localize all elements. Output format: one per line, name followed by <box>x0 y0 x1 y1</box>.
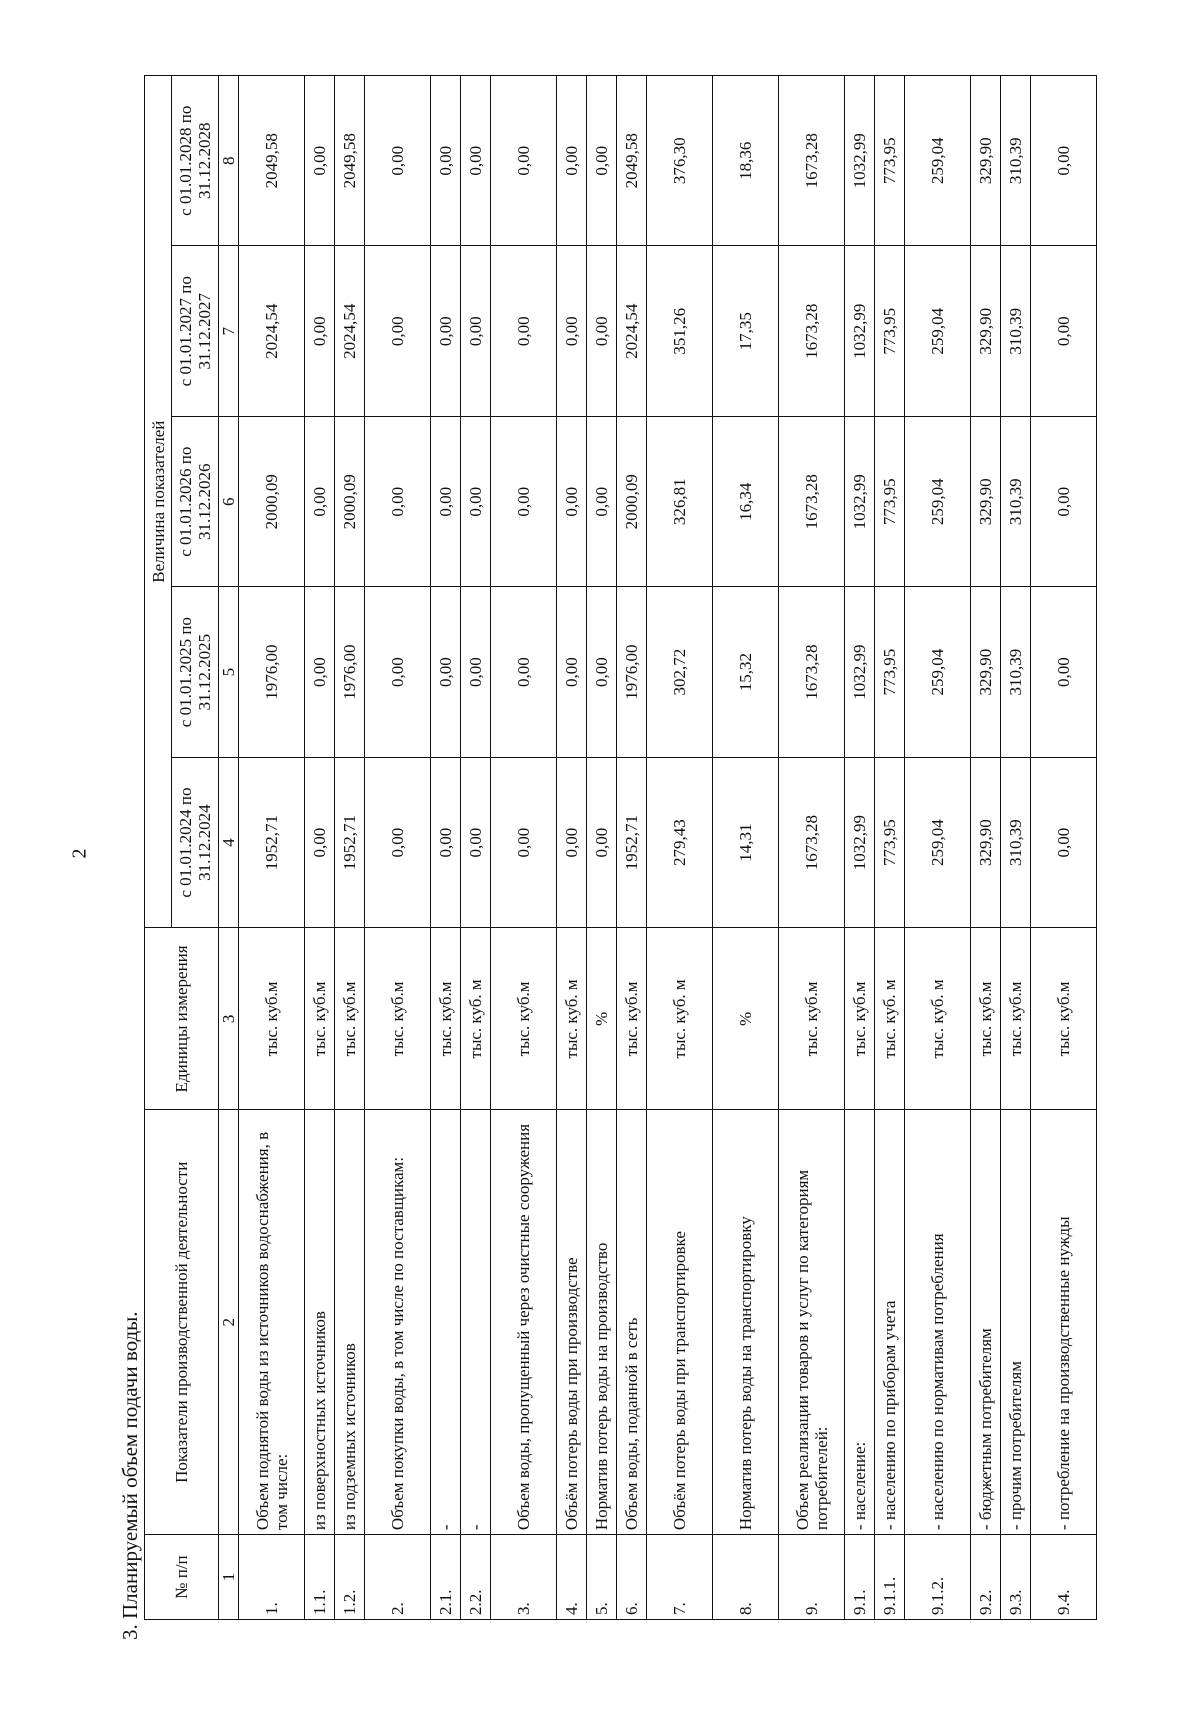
row-value: 329,90 <box>971 76 1001 247</box>
table-row <box>875 76 905 1620</box>
row-unit: тыс. куб. м <box>647 928 713 1110</box>
row-value: 1976,00 <box>239 587 305 757</box>
row-value: 0,00 <box>587 587 617 757</box>
page-number: 2 <box>68 848 91 859</box>
row-indicator: - бюджетным потребителям <box>971 1110 1001 1535</box>
row-number: 9.2. <box>971 1535 1001 1620</box>
row-indicator: Объем воды, пропущенный через очистные сооружения <box>491 1110 557 1535</box>
table-row <box>305 76 335 1620</box>
row-value: 1952,71 <box>239 757 305 927</box>
row-value: 0,00 <box>587 416 617 586</box>
row-value: 0,00 <box>587 246 617 416</box>
row-value: 2049,58 <box>617 76 647 247</box>
row-value: 326,81 <box>647 416 713 586</box>
table-row <box>1031 76 1097 1620</box>
row-unit: тыс. куб. м <box>557 928 587 1110</box>
header-period: с 01.01.2025 по 31.12.2025 <box>172 587 219 757</box>
col-number: 4 <box>219 757 239 927</box>
row-number: 6. <box>617 1535 647 1620</box>
row-value: 2000,09 <box>239 416 305 586</box>
row-value: 0,00 <box>491 76 557 247</box>
row-unit: тыс. куб. м <box>905 928 971 1110</box>
row-value: 329,90 <box>971 246 1001 416</box>
row-value: 2000,09 <box>335 416 365 586</box>
row-indicator: - прочим потребителям <box>1001 1110 1031 1535</box>
row-value: 2024,54 <box>239 246 305 416</box>
row-number: 9.3. <box>1001 1535 1031 1620</box>
table-row <box>557 76 587 1620</box>
row-unit: тыс. куб.м <box>491 928 557 1110</box>
row-number: 9.1.2. <box>905 1535 971 1620</box>
row-value: 0,00 <box>491 416 557 586</box>
row-value: 259,04 <box>905 76 971 247</box>
row-value: 1673,28 <box>779 757 845 927</box>
row-value: 0,00 <box>587 76 617 247</box>
row-value: 18,36 <box>713 76 779 247</box>
row-value: 773,95 <box>875 587 905 757</box>
row-value: 1032,99 <box>845 416 875 586</box>
row-unit: тыс. куб.м <box>779 928 845 1110</box>
row-value: 17,35 <box>713 246 779 416</box>
row-value: 0,00 <box>491 246 557 416</box>
row-value: 773,95 <box>875 416 905 586</box>
row-value: 0,00 <box>461 416 491 586</box>
row-value: 279,43 <box>647 757 713 927</box>
row-unit: тыс. куб.м <box>431 928 461 1110</box>
row-indicator: - потребление на производственные нужды <box>1031 1110 1097 1535</box>
row-value: 1032,99 <box>845 246 875 416</box>
row-value: 0,00 <box>461 76 491 247</box>
row-value: 0,00 <box>431 416 461 586</box>
rotated-content <box>118 75 1183 1640</box>
table-row <box>617 76 647 1620</box>
row-number: 9.1. <box>845 1535 875 1620</box>
row-number: 7. <box>647 1535 713 1620</box>
row-number: 8. <box>713 1535 779 1620</box>
row-indicator: Объем реализации товаров и услуг по категориям потребителей: <box>779 1110 845 1535</box>
row-value: 351,26 <box>647 246 713 416</box>
header-group: Величина показателей <box>145 76 172 928</box>
row-value: 0,00 <box>365 246 431 416</box>
row-value: 376,30 <box>647 76 713 247</box>
row-value: 1032,99 <box>845 587 875 757</box>
row-unit: тыс. куб.м <box>1001 928 1031 1110</box>
row-value: 0,00 <box>431 587 461 757</box>
row-number: 2. <box>365 1535 431 1620</box>
row-number: 9.1.1. <box>875 1535 905 1620</box>
table-row <box>335 76 365 1620</box>
row-value: 0,00 <box>557 416 587 586</box>
row-value: 310,39 <box>1001 587 1031 757</box>
row-value: 0,00 <box>557 246 587 416</box>
row-value: 259,04 <box>905 246 971 416</box>
row-value: 0,00 <box>1031 76 1097 247</box>
row-indicator: Объем поднятой воды из источников водоснабжения, в том числе: <box>239 1110 305 1535</box>
row-value: 0,00 <box>305 246 335 416</box>
row-number: 1. <box>239 1535 305 1620</box>
col-number: 2 <box>219 1110 239 1535</box>
row-value: 773,95 <box>875 757 905 927</box>
row-unit: тыс. куб.м <box>305 928 335 1110</box>
row-indicator: Норматив потерь воды на производство <box>587 1110 617 1535</box>
table-row <box>713 76 779 1620</box>
row-unit: тыс. куб.м <box>239 928 305 1110</box>
row-value: 259,04 <box>905 757 971 927</box>
row-value: 1976,00 <box>335 587 365 757</box>
row-value: 259,04 <box>905 587 971 757</box>
table-row <box>1001 76 1031 1620</box>
row-value: 1032,99 <box>845 76 875 247</box>
table-row <box>845 76 875 1620</box>
row-number: 1.2. <box>335 1535 365 1620</box>
row-value: 310,39 <box>1001 416 1031 586</box>
row-number: 1.1. <box>305 1535 335 1620</box>
row-indicator: Объём потерь воды при транспортировке <box>647 1110 713 1535</box>
row-number: 3. <box>491 1535 557 1620</box>
table-row <box>239 76 305 1620</box>
row-value: 0,00 <box>305 757 335 927</box>
row-unit: % <box>713 928 779 1110</box>
table-row <box>491 76 557 1620</box>
row-indicator: Объем воды, поданной в сеть <box>617 1110 647 1535</box>
row-value: 2024,54 <box>617 246 647 416</box>
row-indicator: - <box>431 1110 461 1535</box>
table-row <box>587 76 617 1620</box>
row-value: 0,00 <box>431 757 461 927</box>
row-value: 310,39 <box>1001 76 1031 247</box>
table-row <box>647 76 713 1620</box>
row-value: 310,39 <box>1001 757 1031 927</box>
row-indicator: Норматив потерь воды на транспортировку <box>713 1110 779 1535</box>
row-number: 2.2. <box>461 1535 491 1620</box>
table-row <box>365 76 431 1620</box>
row-value: 0,00 <box>365 757 431 927</box>
row-value: 0,00 <box>365 76 431 247</box>
row-value: 329,90 <box>971 757 1001 927</box>
row-value: 0,00 <box>491 757 557 927</box>
row-value: 0,00 <box>431 76 461 247</box>
row-value: 773,95 <box>875 76 905 247</box>
table-row <box>779 76 845 1620</box>
row-value: 15,32 <box>713 587 779 757</box>
row-number: 2.1. <box>431 1535 461 1620</box>
row-value: 1673,28 <box>779 587 845 757</box>
row-value: 0,00 <box>587 757 617 927</box>
row-value: 0,00 <box>1031 757 1097 927</box>
row-value: 1976,00 <box>617 587 647 757</box>
row-value: 0,00 <box>461 246 491 416</box>
row-value: 2000,09 <box>617 416 647 586</box>
col-number: 6 <box>219 416 239 586</box>
row-value: 310,39 <box>1001 246 1031 416</box>
col-number: 7 <box>219 246 239 416</box>
row-unit: тыс. куб.м <box>1031 928 1097 1110</box>
header-period: с 01.01.2026 по 31.12.2026 <box>172 416 219 586</box>
row-value: 0,00 <box>365 587 431 757</box>
row-unit: тыс. куб.м <box>335 928 365 1110</box>
col-number: 1 <box>219 1535 239 1620</box>
row-value: 0,00 <box>461 587 491 757</box>
row-value: 1673,28 <box>779 416 845 586</box>
row-number: 5. <box>587 1535 617 1620</box>
row-value: 2024,54 <box>335 246 365 416</box>
row-unit: тыс. куб.м <box>845 928 875 1110</box>
col-number: 5 <box>219 587 239 757</box>
header-period: с 01.01.2027 по 31.12.2027 <box>172 246 219 416</box>
row-value: 773,95 <box>875 246 905 416</box>
row-value: 1952,71 <box>617 757 647 927</box>
table-row <box>431 76 461 1620</box>
row-value: 1032,99 <box>845 757 875 927</box>
row-value: 14,31 <box>713 757 779 927</box>
row-unit: тыс. куб. м <box>461 928 491 1110</box>
row-value: 0,00 <box>1031 416 1097 586</box>
row-value: 329,90 <box>971 416 1001 586</box>
row-value: 329,90 <box>971 587 1001 757</box>
row-value: 1673,28 <box>779 246 845 416</box>
row-indicator: - население: <box>845 1110 875 1535</box>
row-value: 0,00 <box>557 757 587 927</box>
table-row <box>905 76 971 1620</box>
col-number: 3 <box>219 928 239 1110</box>
row-value: 2049,58 <box>335 76 365 247</box>
row-number: 9. <box>779 1535 845 1620</box>
row-unit: тыс. куб.м <box>365 928 431 1110</box>
row-value: 0,00 <box>461 757 491 927</box>
row-indicator: - населению по нормативам потребления <box>905 1110 971 1535</box>
table-row <box>461 76 491 1620</box>
header-period: с 01.01.2024 по 31.12.2024 <box>172 757 219 927</box>
row-value: 0,00 <box>491 587 557 757</box>
row-number: 9.4. <box>1031 1535 1097 1620</box>
header-num: № п/п <box>145 1535 219 1620</box>
row-value: 0,00 <box>365 416 431 586</box>
col-number: 8 <box>219 76 239 247</box>
header-period: с 01.01.2028 по 31.12.2028 <box>172 76 219 247</box>
row-value: 0,00 <box>305 76 335 247</box>
table-row <box>971 76 1001 1620</box>
row-indicator: - <box>461 1110 491 1535</box>
row-indicator: из подземных источников <box>335 1110 365 1535</box>
row-unit: % <box>587 928 617 1110</box>
row-value: 0,00 <box>1031 246 1097 416</box>
row-value: 2049,58 <box>239 76 305 247</box>
row-indicator: Объем покупки воды, в том числе по поставщикам: <box>365 1110 431 1535</box>
row-number: 4. <box>557 1535 587 1620</box>
row-value: 16,34 <box>713 416 779 586</box>
row-unit: тыс. куб. м <box>875 928 905 1110</box>
header-indicator: Показатели производственной деятельности <box>145 1110 219 1535</box>
row-value: 0,00 <box>557 76 587 247</box>
row-indicator: - населению по приборам учета <box>875 1110 905 1535</box>
row-unit: тыс. куб.м <box>971 928 1001 1110</box>
water-supply-table <box>144 75 1097 1620</box>
section-caption: 3. Планируемый объем подачи воды. <box>118 1311 142 1640</box>
row-value: 1952,71 <box>335 757 365 927</box>
row-value: 0,00 <box>305 416 335 586</box>
row-indicator: Объём потерь воды при производстве <box>557 1110 587 1535</box>
row-value: 0,00 <box>557 587 587 757</box>
row-value: 259,04 <box>905 416 971 586</box>
row-value: 0,00 <box>305 587 335 757</box>
row-unit: тыс. куб.м <box>617 928 647 1110</box>
row-value: 0,00 <box>431 246 461 416</box>
row-value: 302,72 <box>647 587 713 757</box>
row-value: 0,00 <box>1031 587 1097 757</box>
header-unit: Единицы измерения <box>145 928 219 1110</box>
row-value: 1673,28 <box>779 76 845 247</box>
row-indicator: из поверхностных источников <box>305 1110 335 1535</box>
